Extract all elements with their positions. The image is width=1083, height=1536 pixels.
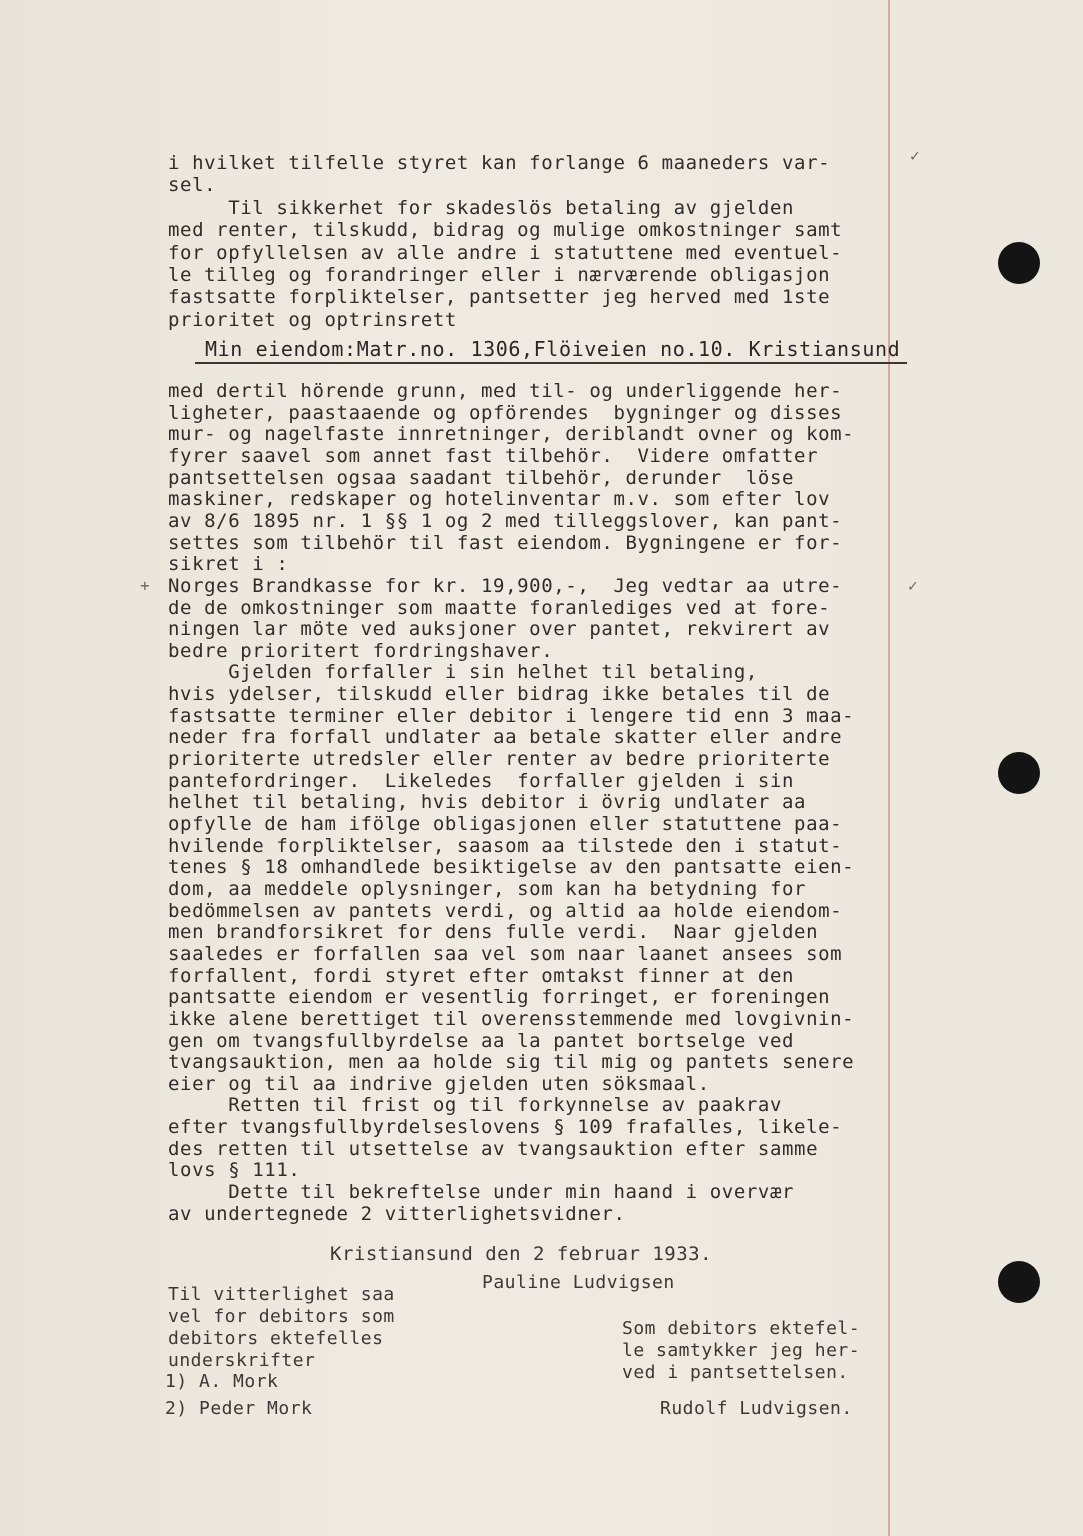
punch-hole-icon [998, 1261, 1040, 1303]
text-line: prioriterte utredsler eller renter av bedre prioriterte [168, 748, 831, 771]
text-line: Norges Brandkasse for kr. 19,900,-, Jeg vedtar aa utre- [168, 574, 843, 597]
text-line: ligheter, paastaaende og opförendes bygninger og disses [168, 401, 843, 424]
property-description: Min eiendom:Matr.no. 1306,Flöiveien no.10. Kristiansund [205, 337, 901, 361]
witness-line: underskrifter [168, 1350, 316, 1371]
text-line: Dette til bekreftelse under min haand i overvær [168, 1181, 795, 1204]
text-line: fastsatte terminer eller debitor i lengere tid enn 3 maa- [168, 704, 855, 727]
spouse-signature: Rudolf Ludvigsen. [660, 1398, 853, 1419]
text-line: Til sikkerhet for skadeslös betaling av gjelden [168, 196, 795, 219]
text-line: prioritet og optrinsrett [168, 308, 457, 331]
text-line: eier og til aa indrive gjelden uten söksmaal. [168, 1072, 710, 1095]
witness-signature-1: 1) A. Mork [165, 1371, 279, 1392]
text-line: Retten til frist og til forkynnelse av paakrav [168, 1094, 782, 1117]
text-line: bedre prioritert fordringshaver. [168, 639, 554, 662]
text-line: gen om tvangsfullbyrdelse aa la pantet bortselge ved [168, 1029, 795, 1052]
property-underline [195, 362, 907, 364]
text-line: settes som tilbehör til fast eiendom. Bygningene er for- [168, 531, 843, 554]
text-line: dom, aa meddele oplysninger, som kan ha betydning for [168, 877, 807, 900]
spouse-consent-line: ved i pantsettelsen. [622, 1362, 849, 1383]
text-line: de de omkostninger som maatte foranlediges ved at fore- [168, 596, 831, 619]
text-line: fyrer saavel som annet fast tilbehör. Videre omfatter [168, 444, 819, 467]
margin-line [888, 0, 890, 1536]
debtor-signature: Pauline Ludvigsen [482, 1272, 675, 1293]
spouse-consent-line: le samtykker jeg her- [622, 1340, 861, 1361]
text-line: Gjelden forfaller i sin helhet til betaling, [168, 661, 758, 684]
witness-line: Til vitterlighet saa [168, 1284, 395, 1305]
text-line: ikke alene berettiget til overensstemmende med lovgivnin- [168, 1007, 855, 1030]
text-line: med dertil hörende grunn, med til- og underliggende her- [168, 380, 843, 402]
text-line: med renter, tilskudd, bidrag og mulige omkostninger samt [168, 219, 843, 242]
text-line: le tilleg og forandringer eller i nærværende obligasjon [168, 264, 831, 286]
text-line: lovs § 111. [168, 1159, 301, 1182]
text-line: forfallent, fordi styret efter omtakst finner at den [168, 964, 795, 987]
text-line: mur- og nagelfaste innretninger, deriblandt ovner og kom- [168, 423, 855, 446]
text-line: helhet til betaling, hvis debitor i övrig undlater aa [168, 791, 807, 814]
witness-signature-2: 2) Peder Mork [165, 1398, 313, 1419]
text-line: for opfyllelsen av alle andre i statuttene med eventuel- [168, 241, 843, 264]
text-line: men brandforsikret for dens fulle verdi. Naar gjelden [168, 921, 819, 944]
check-mark-icon: ✓ [910, 146, 920, 165]
spouse-consent-line: Som debitors ektefel- [622, 1318, 861, 1339]
text-line: opfylle de ham ifölge obligasjonen eller statuttene paa- [168, 813, 843, 835]
witness-line: vel for debitors som [168, 1306, 395, 1327]
text-line: hvis ydelser, tilskudd eller bidrag ikke betales til de [168, 683, 831, 706]
text-line: maskiner, redskaper og hotelinventar m.v. som efter lov [168, 488, 831, 511]
place-date: Kristiansund den 2 februar 1933. [330, 1243, 713, 1265]
text-line: bedömmelsen av pantets verdi, og altid aa holde eiendom- [168, 899, 843, 922]
text-line: pantefordringer. Likeledes forfaller gjelden i sin [168, 769, 795, 792]
text-line: pantsatte eiendom er vesentlig forringet, er foreningen [168, 986, 831, 1009]
text-line: fastsatte forpliktelser, pantsetter jeg herved med 1ste [168, 286, 831, 309]
text-line: hvilende forpliktelser, saasom aa tilstede den i statut- [168, 834, 843, 857]
check-mark-icon: ✓ [908, 576, 918, 595]
text-line: tenes § 18 omhandlede besiktigelse av den pantsatte eien- [168, 856, 855, 879]
plus-mark-icon: + [140, 576, 150, 595]
text-line: efter tvangsfullbyrdelseslovens § 109 frafalles, likele- [168, 1116, 843, 1139]
text-line: av 8/6 1895 nr. 1 §§ 1 og 2 med tilleggslover, kan pant- [168, 509, 843, 532]
text-line: i hvilket tilfelle styret kan forlange 6 maaneders var- [168, 152, 831, 174]
witness-line: debitors ektefelles [168, 1328, 384, 1349]
text-line: pantsettelsen ogsaa saadant tilbehör, derunder löse [168, 466, 795, 489]
text-line: ningen lar möte ved auksjoner over pantet, rekvirert av [168, 618, 831, 641]
text-line: av undertegnede 2 vitterlighetsvidner. [168, 1202, 626, 1225]
punch-hole-icon [998, 752, 1040, 794]
text-line: sel. [168, 174, 217, 197]
text-line: sikret i : [168, 553, 289, 576]
punch-hole-icon [998, 242, 1040, 284]
text-line: neder fra forfall undlater aa betale skatter eller andre [168, 726, 843, 749]
text-line: des retten til utsettelse av tvangsauktion efter samme [168, 1137, 819, 1160]
text-line: tvangsauktion, men aa holde sig til mig og pantets senere [168, 1051, 855, 1074]
text-line: saaledes er forfallen saa vel som naar laanet ansees som [168, 942, 843, 965]
